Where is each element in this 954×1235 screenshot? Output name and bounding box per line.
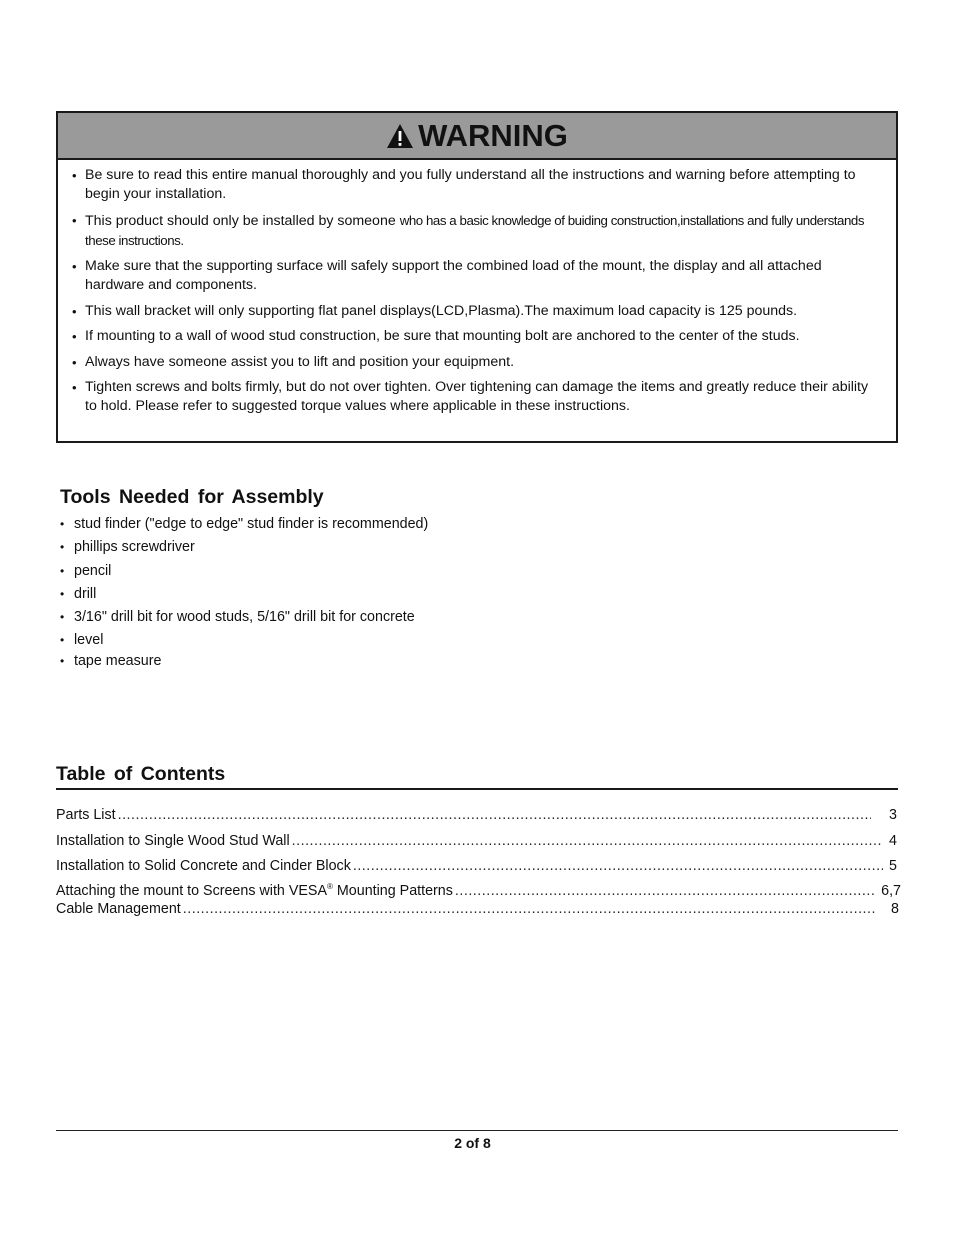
toc-entry-page: 4 [889,833,897,849]
toc-leader-dots [118,807,871,823]
toc-entry [56,807,901,823]
page-number: 2 of 8 [454,1135,491,1151]
tool-item: • level [60,630,428,653]
warning-header [58,113,896,160]
warning-item: • Tighten screws and bolts firmly, but do not over tighten. Over tightening can damage the items and greatly reduce their ability to hold. Please refer to suggested torque values where applicable in these instructions. [70,378,878,416]
registered-mark: ® [327,882,333,891]
toc-leader-dots [183,901,877,917]
toc-entry-label-tail: Mounting Patterns [332,882,453,899]
toc-entry [56,833,901,849]
toc-entry-page: 5 [889,858,897,874]
tool-item: • tape measure [60,651,428,672]
warning-triangle-icon [386,123,414,149]
warning-item-text: This product should only be installed by someone [85,212,400,229]
toc-entry-label: Installation to Solid Concrete and Cinder Block [56,858,351,874]
toc-leader-dots [455,883,875,899]
tool-item: • drill [60,584,428,607]
toc-entry [56,901,901,917]
toc-leader-dots [353,858,883,874]
warning-item [70,211,878,251]
footer-divider [56,1130,898,1131]
tool-item: • 3/16" drill bit for wood studs, 5/16" drill bit for concrete [60,607,428,630]
warning-item: • Make sure that the supporting surface will safely support the combined load of the mount, the display and all attached hardware and components. [70,257,878,295]
tools-heading: Tools Needed for Assembly [60,486,324,508]
toc-entry-label-text: Attaching the mount to Screens with VESA [56,882,327,899]
tool-item: • stud finder ("edge to edge" stud finder is recommended) [60,514,428,537]
toc-entry-label: Installation to Single Wood Stud Wall [56,833,290,849]
toc-leader-dots [292,833,883,849]
tools-list [60,514,428,672]
toc-entry [56,858,901,874]
warning-item: • If mounting to a wall of wood stud construction, be sure that mounting bolt are anchored to the center of the studs. [70,327,878,346]
warning-item: • This wall bracket will only supporting flat panel displays(LCD,Plasma).The maximum load capacity is 125 pounds. [70,302,878,321]
warning-item: • Always have someone assist you to lift and position your equipment. [70,353,878,372]
warning-item: • Be sure to read this entire manual thoroughly and you fully understand all the instructions and warning before attempting to begin your installation. [70,166,878,204]
toc-entry-label: Cable Management [56,901,181,917]
tool-item: • phillips screwdriver [60,537,428,560]
toc-entry-page: 3 [889,807,897,823]
warning-item-text-condensed: who has a basic knowledge of buiding construction,installations and fully understands these instructions. [85,212,865,248]
toc-entry-page: 6,7 [881,882,901,899]
toc-entry [56,882,901,899]
toc-entry-label: Parts List [56,807,116,823]
warning-box [56,111,898,443]
toc-divider [56,788,898,790]
toc-entry-label [56,882,455,899]
warning-list [58,160,896,416]
toc-entry-page: 8 [891,901,899,917]
toc-heading: Table of Contents [56,763,226,785]
tool-item: • pencil [60,561,428,584]
warning-title: WARNING [418,117,568,153]
